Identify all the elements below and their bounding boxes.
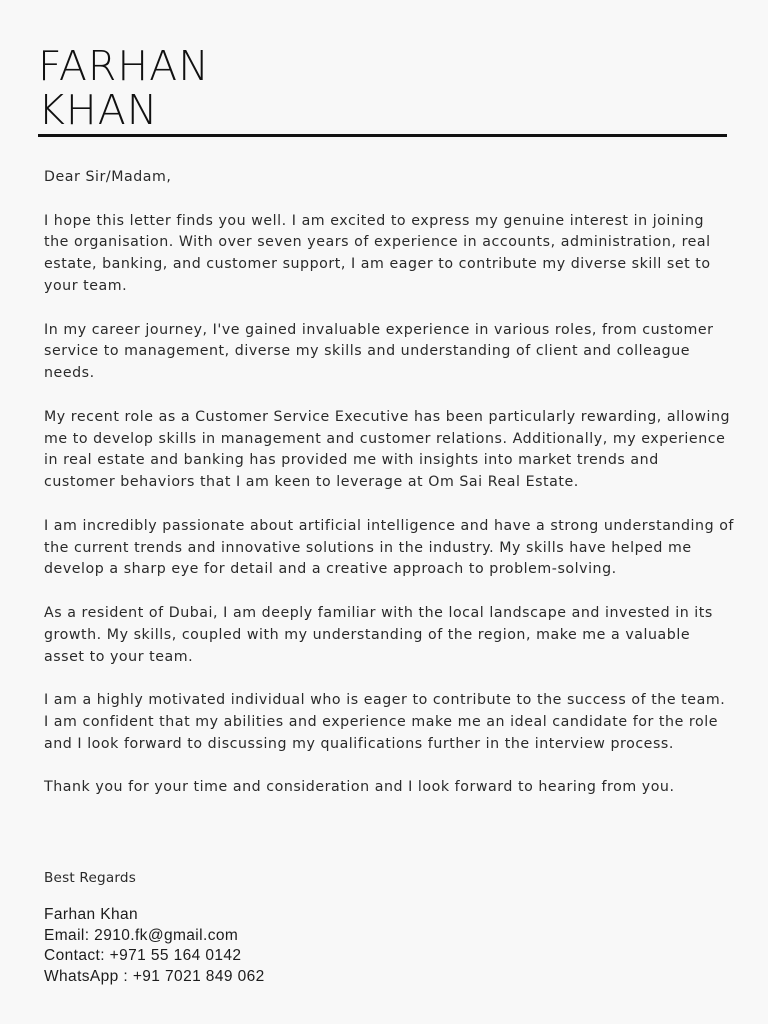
letter-body xyxy=(44,167,734,821)
name-first: FARHAN xyxy=(38,42,210,90)
header-divider xyxy=(38,134,727,137)
paragraph-4: I am incredibly passionate about artificial intelligence and have a strong understanding of the current trends and innovative solutions in the industry. My skills have helped me develop a sharp eye for detail and a creative approach to problem-solving. xyxy=(44,517,734,578)
closing: Best Regards xyxy=(44,870,137,886)
paragraph-5: As a resident of Dubai, I am deeply familiar with the local landscape and invested in its growth. My skills, coupled with my understanding of the region, make me a valuable asset to your team. xyxy=(44,604,713,665)
paragraph-7: Thank you for your time and consideration and I look forward to hearing from you. xyxy=(44,779,675,796)
email-text: Email: 2910.fk@gmail.com xyxy=(44,926,239,944)
letter-header xyxy=(38,44,728,132)
paragraph-3: My recent role as a Customer Service Executive has been particularly rewarding, allowing me to develop skills in management and customer relations. Additionally, my experience in real estate and banking has provided me with insights into market trends and customer behaviors that I am keen to leverage at Om Sai Real Estate. xyxy=(44,408,731,491)
salutation: Dear Sir/Madam, xyxy=(44,169,172,185)
name-last: KHAN xyxy=(38,86,159,134)
whatsapp-text: WhatsApp : +91 7021 849 062 xyxy=(44,967,265,985)
phone-text: Contact: +971 55 164 0142 xyxy=(44,947,242,964)
contact-block xyxy=(44,905,265,987)
paragraph-6: I am a highly motivated individual who is eager to contribute to the success of the team. I am confident that my abilities and experience make me an ideal candidate for the role and I look forward to discussing my qualifications further in the interview process. xyxy=(44,692,726,752)
paragraph-1: I hope this letter finds you well. I am excited to express my genuine interest in joining the organisation. With over seven years of experience in accounts, administration, real estate, banking, and customer support, I am eager to contribute my diverse skill set to your team. xyxy=(44,212,711,294)
signature-name: Farhan Khan xyxy=(44,906,139,923)
paragraph-2: In my career journey, I've gained invaluable experience in various roles, from customer service to management, diverse my skills and understanding of client and colleague needs. xyxy=(44,321,714,382)
